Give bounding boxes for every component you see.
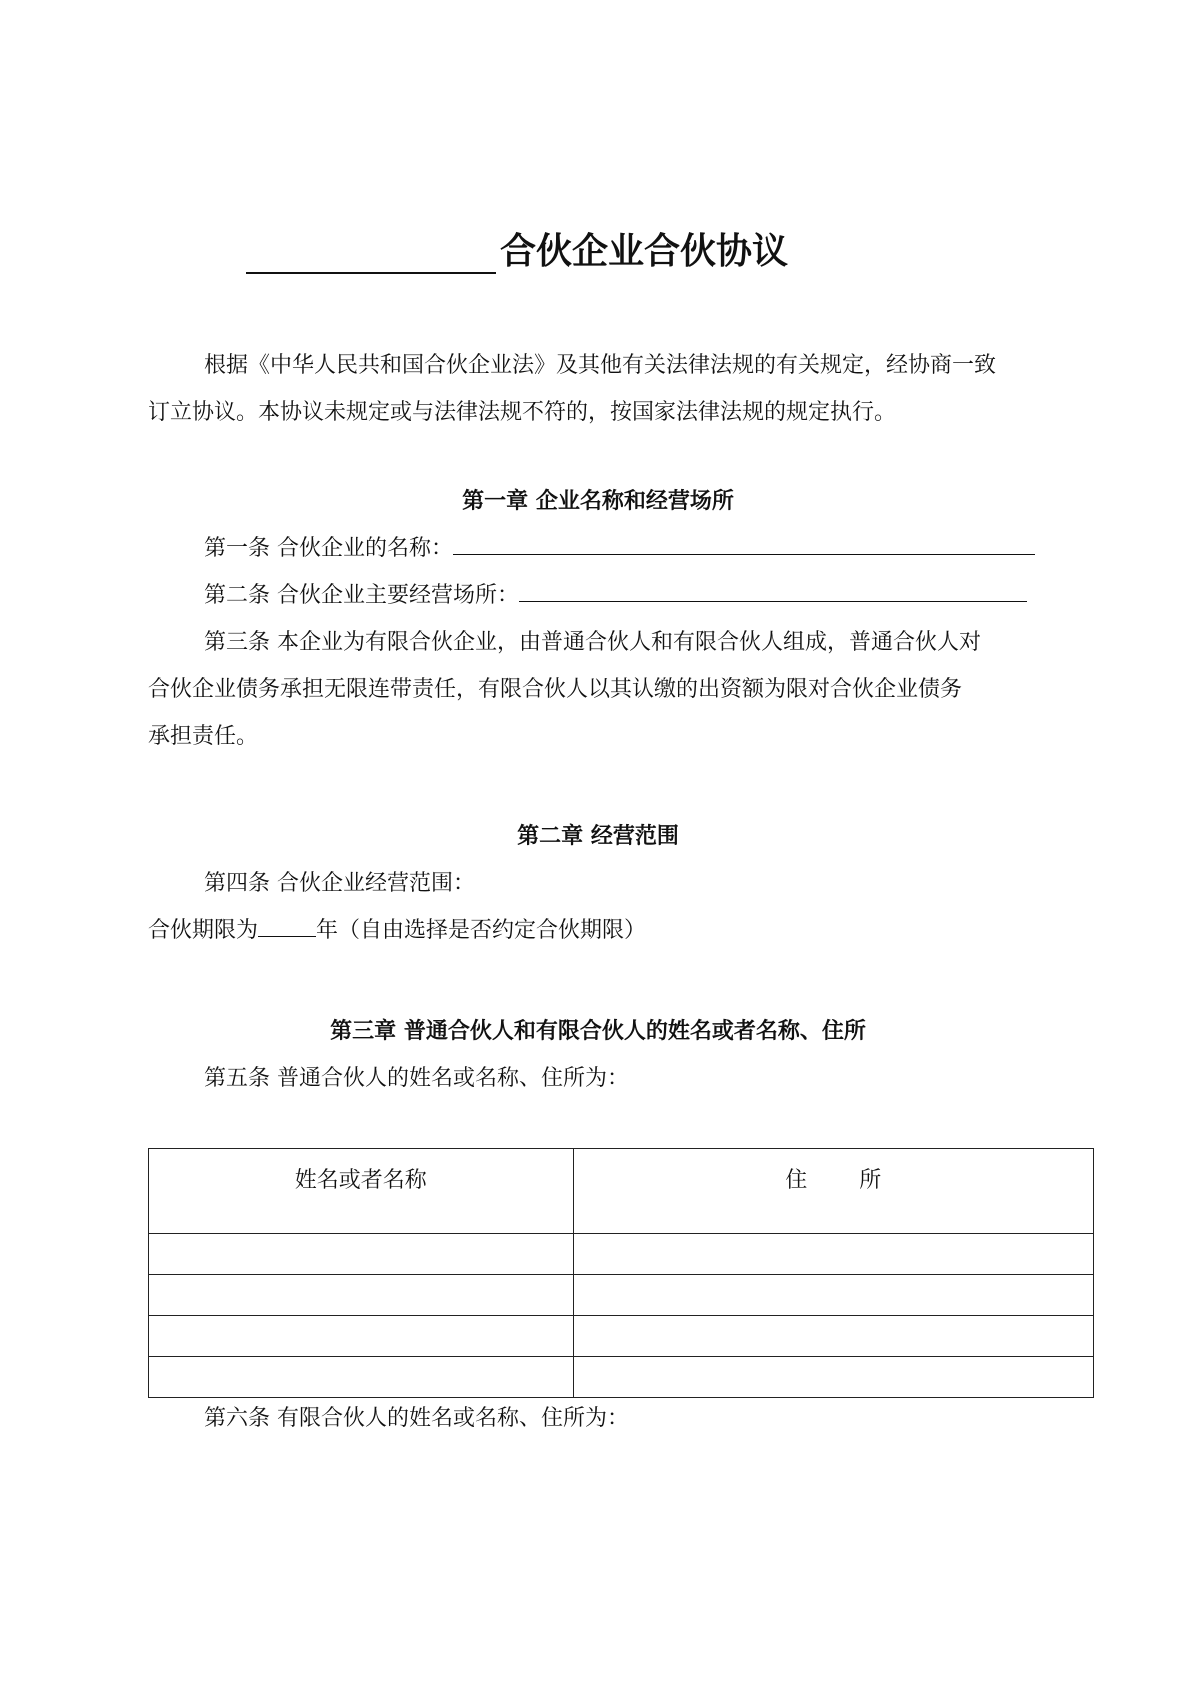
article3-line-3: 承担责任。 <box>148 724 259 749</box>
general-partners-table <box>148 1148 1094 1398</box>
row-name-cell <box>149 1357 574 1398</box>
article4: 第四条 合伙企业经营范围： <box>204 871 475 896</box>
row-name-cell <box>149 1234 574 1275</box>
article1-text: 第一条 合伙企业的名称： <box>204 536 453 561</box>
chapter2-heading: 第二章 经营范围 <box>517 824 679 849</box>
term-prefix: 合伙期限为 <box>148 918 259 943</box>
header-address-part1: 住 <box>785 1168 808 1193</box>
table-row <box>149 1357 1094 1398</box>
company-name-blank <box>453 532 1035 555</box>
term-suffix: 年（自由选择是否约定合伙期限） <box>316 918 647 943</box>
row-address-cell <box>573 1357 1093 1398</box>
term-years-blank <box>258 914 316 937</box>
header-address-part2: 所 <box>859 1168 882 1193</box>
row-name-cell <box>149 1275 574 1316</box>
business-location-blank <box>519 579 1027 602</box>
title-blank-line <box>246 242 496 274</box>
row-name-cell <box>149 1316 574 1357</box>
intro-line-1: 根据《中华人民共和国合伙企业法》及其他有关法律法规的有关规定，经协商一致 <box>204 353 997 378</box>
row-address-cell <box>573 1275 1093 1316</box>
article2-text: 第二条 合伙企业主要经营场所： <box>204 583 519 608</box>
document-title <box>246 222 946 274</box>
term-line <box>148 907 1048 954</box>
article3-line-1: 第三条 本企业为有限合伙企业，由普通合伙人和有限合伙人组成，普通合伙人对 <box>204 630 981 655</box>
article3-line-2: 合伙企业债务承担无限连带责任，有限合伙人以其认缴的出资额为限对合伙企业债务 <box>148 677 963 702</box>
table-row <box>149 1234 1094 1275</box>
chapter1-heading: 第一章 企业名称和经营场所 <box>462 489 734 514</box>
article1 <box>148 525 1104 572</box>
row-address-cell <box>573 1234 1093 1275</box>
table-header-row <box>149 1149 1094 1234</box>
title-text: 合伙企业合伙协议 <box>500 231 789 272</box>
table-row <box>149 1316 1094 1357</box>
header-address <box>573 1149 1093 1234</box>
article2 <box>148 572 1104 619</box>
row-address-cell <box>573 1316 1093 1357</box>
intro-line-2: 订立协议。本协议未规定或与法律法规不符的，按国家法律法规的规定执行。 <box>148 400 897 425</box>
chapter3-heading: 第三章 普通合伙人和有限合伙人的姓名或者名称、住所 <box>330 1019 866 1044</box>
article6: 第六条 有限合伙人的姓名或名称、住所为： <box>204 1406 629 1431</box>
table-row <box>149 1275 1094 1316</box>
article5: 第五条 普通合伙人的姓名或名称、住所为： <box>204 1066 629 1091</box>
header-name: 姓名或者名称 <box>149 1149 574 1234</box>
